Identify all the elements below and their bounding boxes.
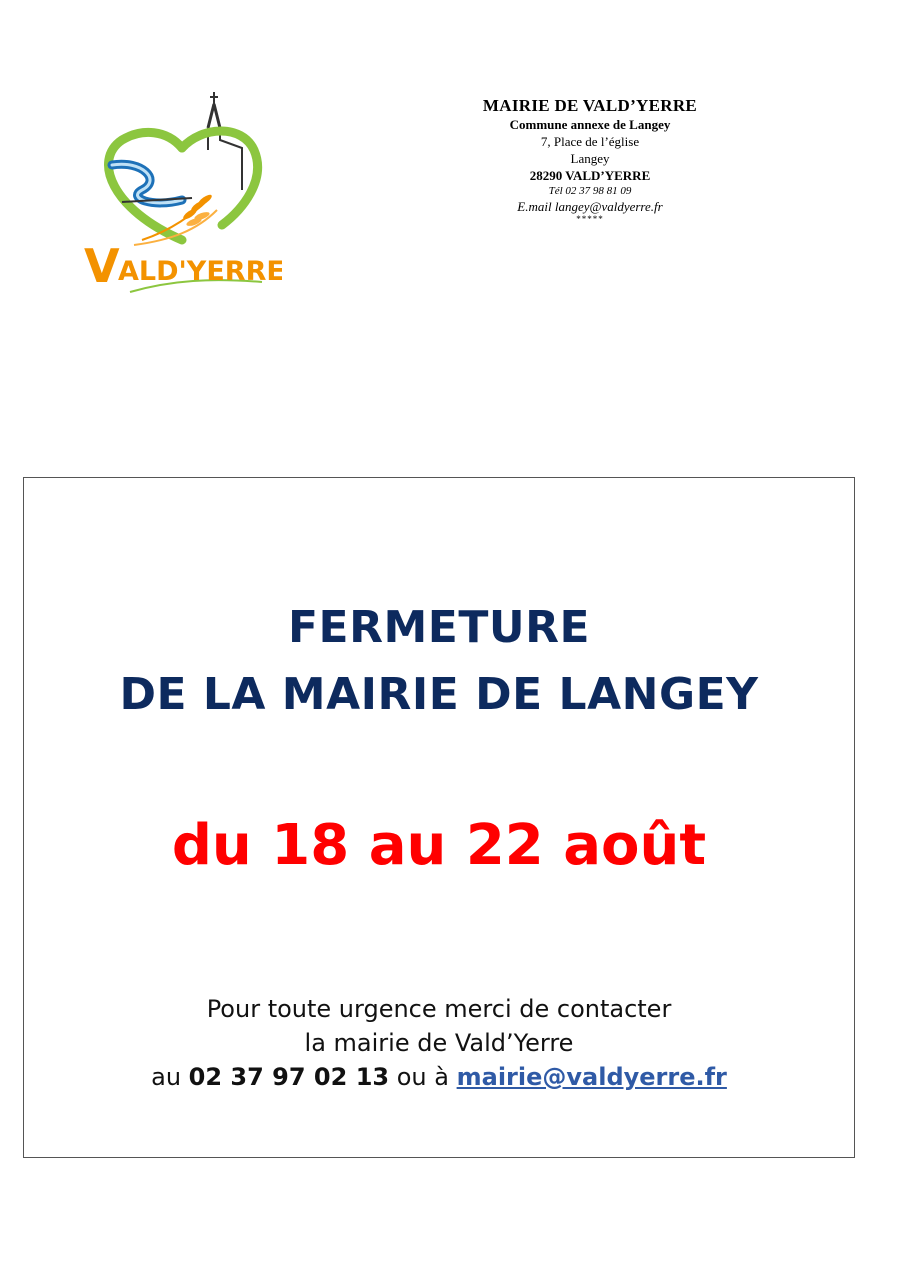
- logo-wordmark-v: V: [84, 239, 120, 293]
- email-line: E.mail langey@valdyerre.fr: [517, 199, 663, 214]
- closure-notice-box: [23, 477, 855, 1158]
- contact-or: ou à: [396, 1063, 449, 1091]
- contact-line2: la mairie de Vald’Yerre: [304, 1029, 574, 1057]
- notice-title-line2: DE LA MAIRIE DE LANGEY: [119, 669, 759, 720]
- address-line: 7, Place de l’église: [540, 134, 640, 149]
- mairie-letterhead: [440, 96, 740, 224]
- valdyerre-logo: [82, 90, 282, 295]
- contact-phone: 02 37 97 02 13: [188, 1063, 390, 1091]
- valdyerre-logo-graphic: [82, 90, 282, 295]
- mairie-name: MAIRIE DE VALD’YERRE: [482, 96, 698, 115]
- notice-title-line1: FERMETURE: [287, 602, 590, 653]
- contact-line1: Pour toute urgence merci de contacter: [206, 995, 672, 1023]
- stars-separator: *****: [576, 214, 604, 224]
- contact-prefix: au: [151, 1063, 182, 1091]
- closure-dates: du 18 au 22 août: [171, 813, 707, 878]
- logo-wordmark-rest: ALD'YERRE: [118, 256, 282, 287]
- tel-line: Tél 02 37 98 81 09: [548, 185, 632, 197]
- town-line: Langey: [570, 151, 610, 166]
- contact-email-link[interactable]: mairie@valdyerre.fr: [456, 1063, 727, 1091]
- commune-name: Commune annexe de Langey: [509, 117, 671, 132]
- contact-block: [24, 992, 854, 1094]
- contact-line3: [24, 1060, 854, 1094]
- postal-line: 28290 VALD’YERRE: [529, 168, 651, 183]
